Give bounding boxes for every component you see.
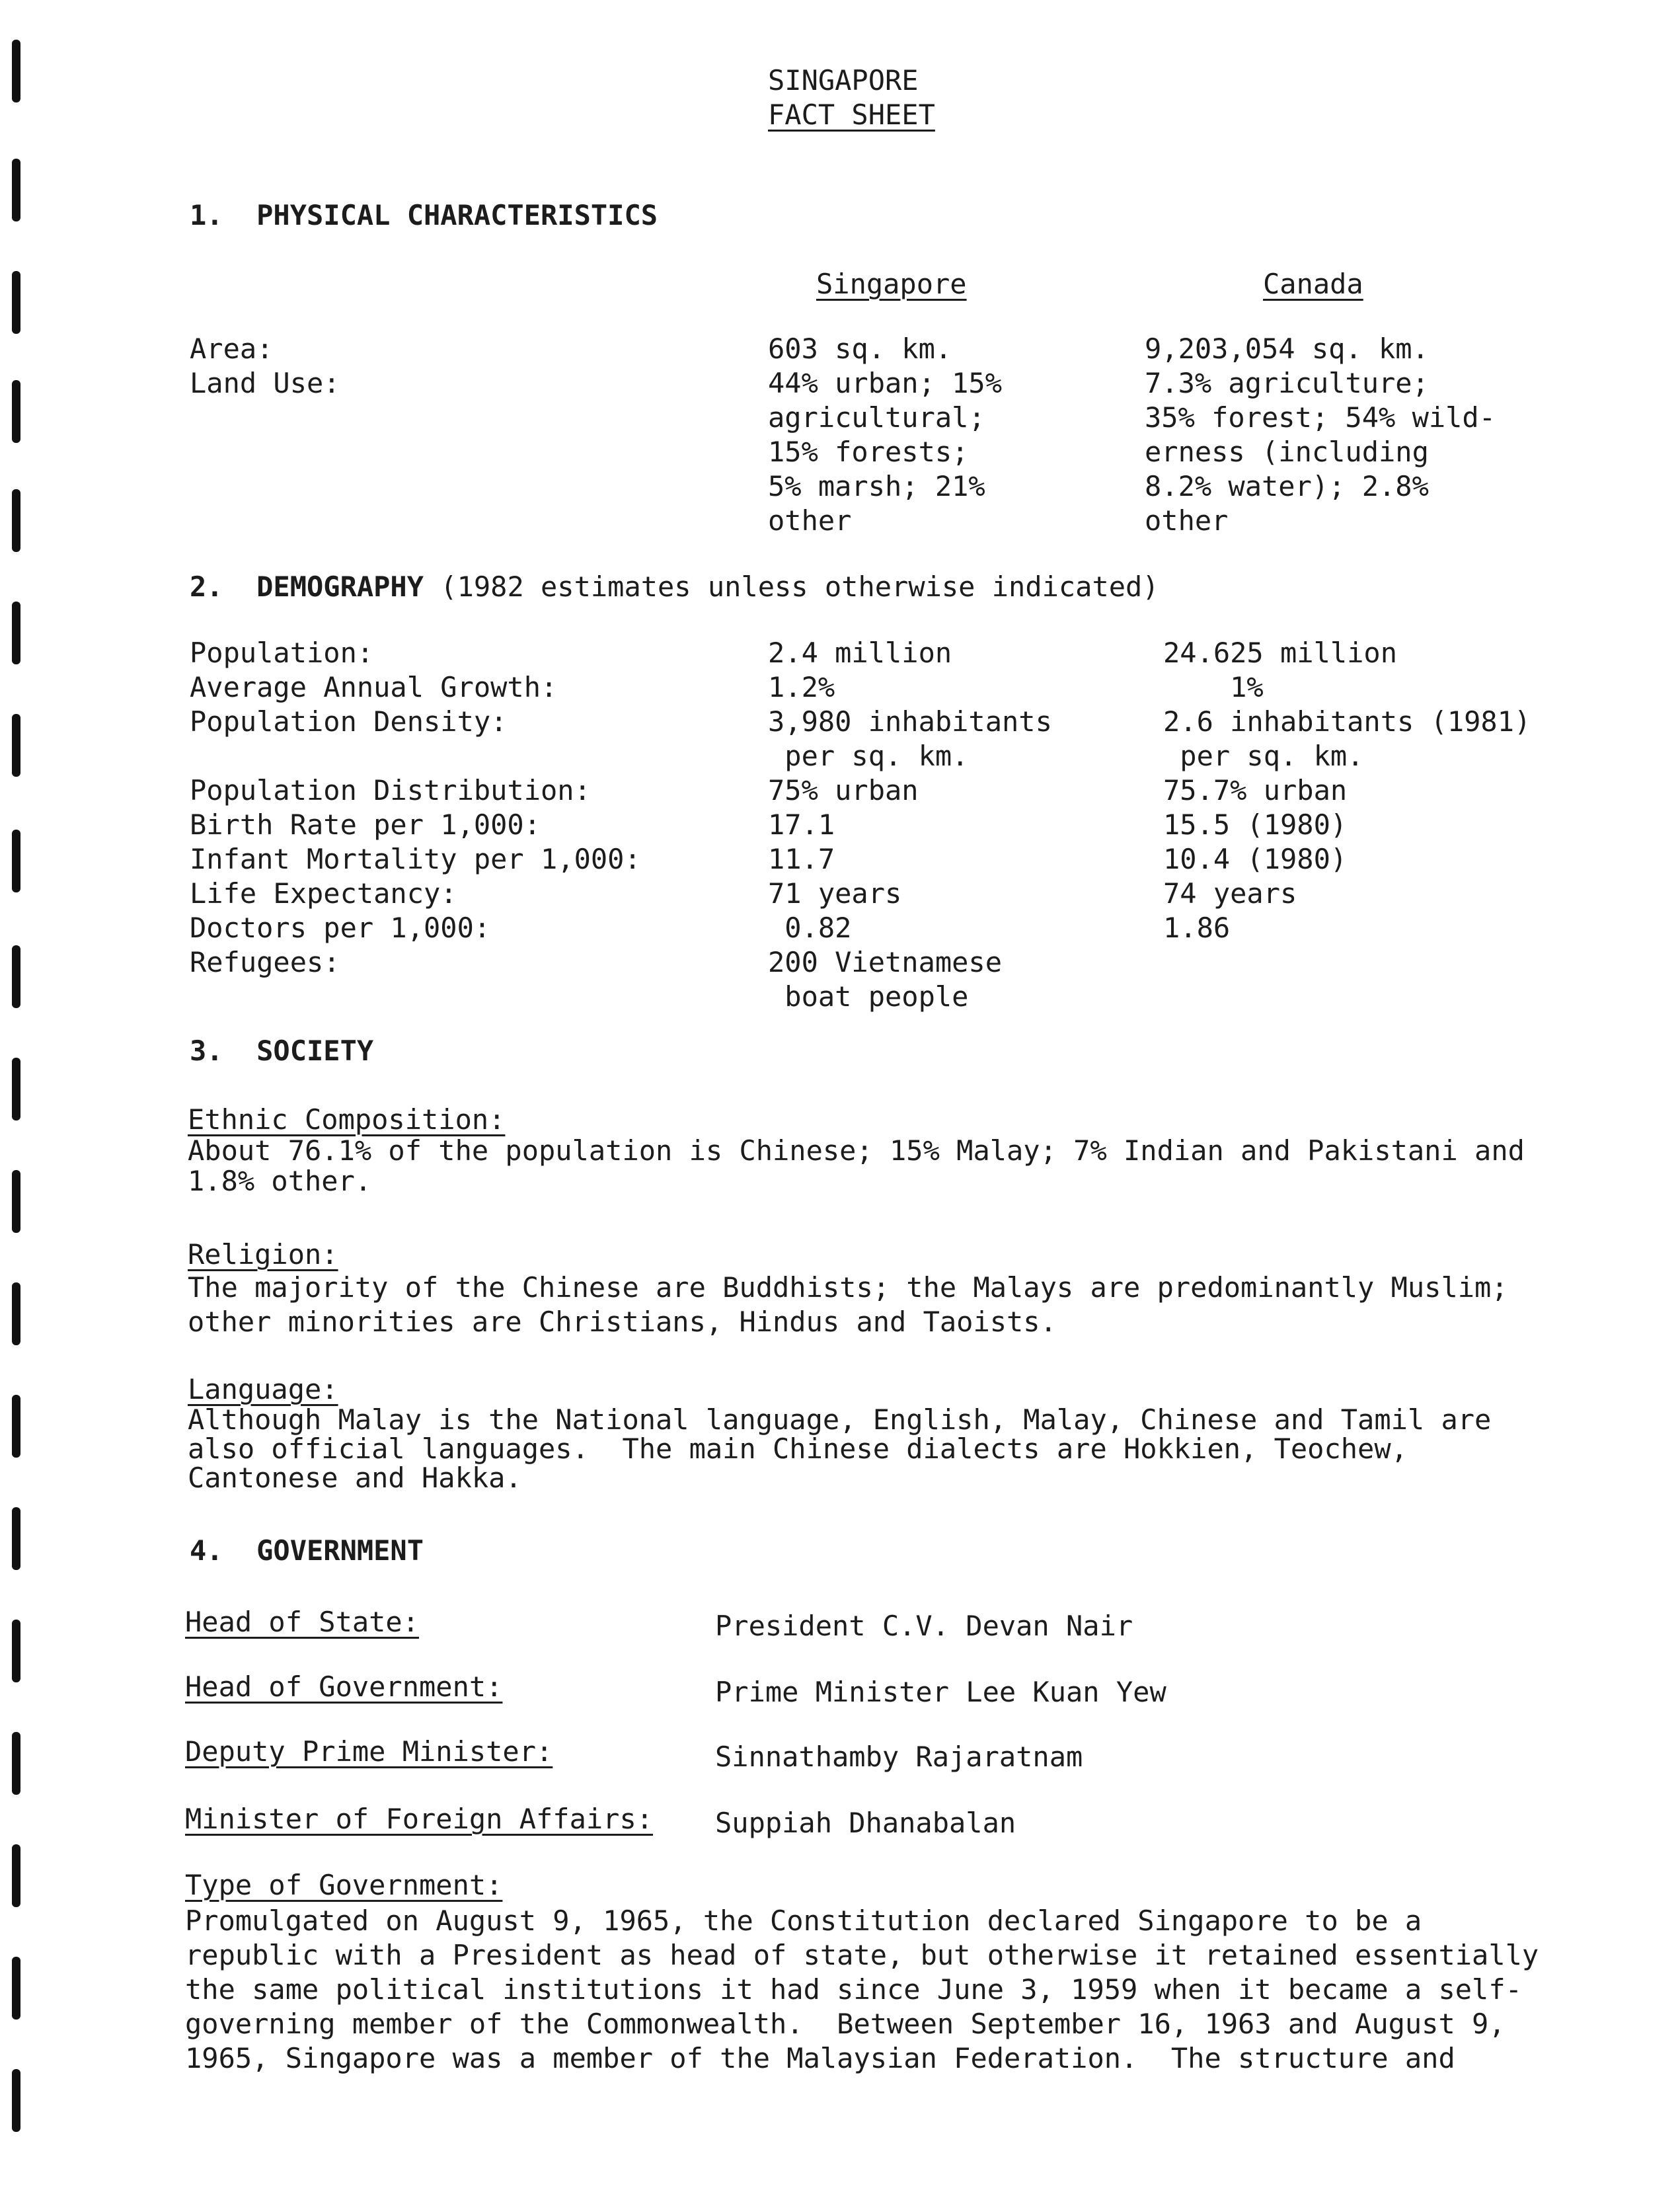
official-label: Head of State:: [185, 1606, 420, 1638]
religion-label: Religion:: [188, 1238, 338, 1271]
binder-mark: [12, 1957, 20, 2020]
row-label: Population Distribution:: [190, 774, 591, 806]
official-label: Minister of Foreign Affairs:: [185, 1803, 654, 1835]
official-value: President C.V. Devan Nair: [715, 1610, 1133, 1642]
canada-value: 15.5 (1980): [1163, 808, 1348, 841]
official-value: Sinnathamby Rajaratnam: [715, 1741, 1083, 1773]
binder-mark: [12, 1395, 20, 1458]
canada-value: 7.3% agriculture; 35% forest; 54% wild- erness (including 8.2% water); 2.8% other: [1145, 367, 1496, 537]
binder-mark: [12, 1058, 20, 1120]
type-of-government-label: Type of Government:: [185, 1869, 503, 1901]
official-label: Head of Government:: [185, 1670, 503, 1703]
binder-mark: [12, 945, 20, 1008]
row-label: Life Expectancy:: [190, 877, 457, 910]
row-label: Population:: [190, 637, 374, 669]
language-label: Language:: [188, 1373, 338, 1405]
binder-mark: [12, 2069, 20, 2132]
binder-mark: [12, 159, 20, 221]
row-label: Doctors per 1,000:: [190, 912, 491, 944]
singapore-value: 603 sq. km.: [768, 333, 952, 365]
canada-value: 75.7% urban: [1163, 774, 1348, 806]
type-of-government-text: Promulgated on August 9, 1965, the Constitution declared Singapore to be a republic with a President as head of state, but otherwise it retained essentially the same political institutions it had since June 3, 1959 when it became a self- governing member of the Commonwealth. Between September 16, 1963 and August 9, 1965, Singapore was a member of the Malaysian Federation. The structure and: [185, 1904, 1539, 2074]
singapore-value: 17.1: [768, 808, 835, 841]
singapore-value: 3,980 inhabitants per sq. km.: [768, 705, 1052, 772]
row-label: Land Use:: [190, 367, 340, 399]
binder-mark: [12, 1732, 20, 1795]
binder-mark: [12, 714, 20, 777]
binder-mark: [12, 1844, 20, 1907]
canada-value: 10.4 (1980): [1163, 843, 1348, 875]
ethnic-composition-label: Ethnic Composition:: [188, 1103, 506, 1136]
official-label: Deputy Prime Minister:: [185, 1735, 553, 1768]
canada-value: 24.625 million: [1163, 637, 1398, 669]
singapore-value: 0.82: [768, 912, 852, 944]
row-label: Refugees:: [190, 946, 340, 978]
official-value: Suppiah Dhanabalan: [715, 1807, 1016, 1839]
title-line-2: FACT SHEET: [768, 98, 935, 131]
ethnic-composition-text: About 76.1% of the population is Chinese; 15% Malay; 7% Indian and Pakistani and 1.8% other.: [188, 1134, 1525, 1197]
column-header-canada: Canada: [1263, 268, 1363, 300]
canada-value: 9,203,054 sq. km.: [1145, 333, 1429, 365]
singapore-value: 1.2%: [768, 671, 835, 703]
section-2-heading-note: (1982 estimates unless otherwise indicated): [424, 570, 1159, 603]
official-value: Prime Minister Lee Kuan Yew: [715, 1676, 1166, 1708]
section-3-heading: 3. SOCIETY: [190, 1035, 374, 1067]
singapore-value: 11.7: [768, 843, 835, 875]
singapore-value: 44% urban; 15% agricultural; 15% forests; 5% marsh; 21% other: [768, 367, 1003, 537]
section-4-heading: 4. GOVERNMENT: [190, 1534, 424, 1567]
binder-mark: [12, 489, 20, 552]
binder-mark: [12, 602, 20, 664]
canada-value: 74 years: [1163, 877, 1297, 910]
binder-mark: [12, 1282, 20, 1345]
canada-value: 2.6 inhabitants (1981) per sq. km.: [1163, 705, 1531, 772]
singapore-value: 2.4 million: [768, 637, 952, 669]
row-label: Population Density:: [190, 705, 508, 738]
canada-value: 1.86: [1163, 912, 1231, 944]
row-label: Area:: [190, 333, 274, 365]
canada-value: 1%: [1163, 671, 1264, 703]
row-label: Birth Rate per 1,000:: [190, 808, 541, 841]
title-line-1: SINGAPORE: [768, 64, 919, 97]
row-label: Average Annual Growth:: [190, 671, 558, 703]
religion-text: The majority of the Chinese are Buddhists; the Malays are predominantly Muslim; other minorities are Christians, Hindus and Taoists.: [188, 1271, 1508, 1338]
binder-mark: [12, 1507, 20, 1570]
column-header-singapore: Singapore: [816, 268, 967, 300]
binder-mark: [12, 830, 20, 892]
binder-mark: [12, 1620, 20, 1682]
singapore-value: 75% urban: [768, 774, 919, 806]
binder-mark: [12, 271, 20, 334]
row-label: Infant Mortality per 1,000:: [190, 843, 641, 875]
section-2-heading: 2. DEMOGRAPHY: [190, 570, 424, 603]
binder-mark: [12, 40, 20, 102]
binder-mark: [12, 1170, 20, 1233]
binder-mark: [12, 380, 20, 443]
singapore-value: 71 years: [768, 877, 902, 910]
singapore-value: 200 Vietnamese boat people: [768, 946, 1003, 1013]
section-2-heading-line: [190, 570, 1159, 604]
section-1-heading: 1. PHYSICAL CHARACTERISTICS: [190, 199, 658, 231]
language-text: Although Malay is the National language, English, Malay, Chinese and Tamil are also official languages. The main Chinese dialects are Hokkien, Teochew, Cantonese and Hakka.: [188, 1403, 1492, 1494]
